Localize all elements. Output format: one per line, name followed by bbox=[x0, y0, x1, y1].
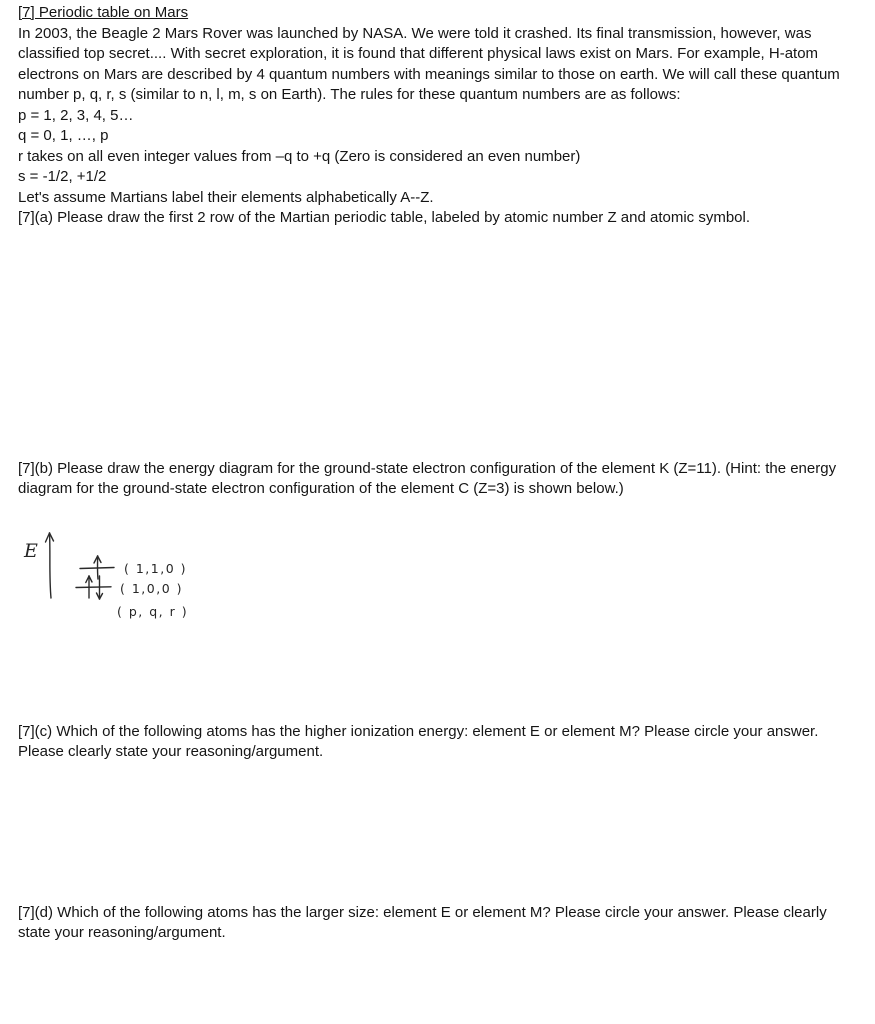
intro-paragraph: In 2003, the Beagle 2 Mars Rover was launched by NASA. We were told it crashed. Its final transmission, however, was classified top secret.... With secret exploration, it is found that different physical laws exist on Mars. For example, H-atom electrons on Mars are described by 4 quantum numbers with meanings similar to those on earth. We will call these quantum number p, q, r, s (similar to n, l, m, s on Earth). The rules for these quantum numbers are as follows: bbox=[18, 24, 840, 103]
energy-diagram bbox=[20, 524, 845, 636]
question-d: [7](d) Which of the following atoms has the larger size: element E or element M? Please circle your answer. Please clearly state your reasoning/argument. bbox=[18, 903, 827, 941]
rule-r: r takes on all even integer values from –q to +q (Zero is considered an even number) bbox=[18, 147, 581, 165]
assumption-line: Let's assume Martians label their elements alphabetically A--Z. bbox=[18, 188, 434, 206]
question-b: [7](b) Please draw the energy diagram for the ground-state electron configuration of the element K (Z=11). (Hint: the energy diagram for the ground-state electron configuration of the element C (Z=3) is shown below.) bbox=[18, 459, 837, 497]
section-title: [7] Periodic table on Mars bbox=[18, 4, 189, 21]
question-c: [7](c) Which of the following atoms has the higher ionization energy: element E or element M? Please circle your answer. Please clearly state your reasoning/argument. bbox=[18, 722, 819, 760]
energy-axis-arrow bbox=[46, 533, 54, 598]
level-1-quantum-label: ( 1,1,0 ) bbox=[124, 560, 188, 576]
energy-diagram-svg bbox=[20, 524, 250, 636]
energy-axis-label: E bbox=[24, 539, 38, 562]
rule-p: p = 1, 2, 3, 4, 5… bbox=[18, 106, 134, 124]
rule-q: q = 0, 1, …, p bbox=[18, 127, 109, 144]
quantum-axes-label: ( p, q, r ) bbox=[117, 603, 189, 619]
question-a: [7](a) Please draw the first 2 row of the Martian periodic table, labeled by atomic number Z and atomic symbol. bbox=[18, 209, 751, 226]
level-2-quantum-label: ( 1,0,0 ) bbox=[120, 580, 184, 596]
level-1 bbox=[80, 556, 114, 579]
rule-s: s = -1/2, +1/2 bbox=[18, 168, 107, 185]
level-2 bbox=[76, 576, 111, 599]
